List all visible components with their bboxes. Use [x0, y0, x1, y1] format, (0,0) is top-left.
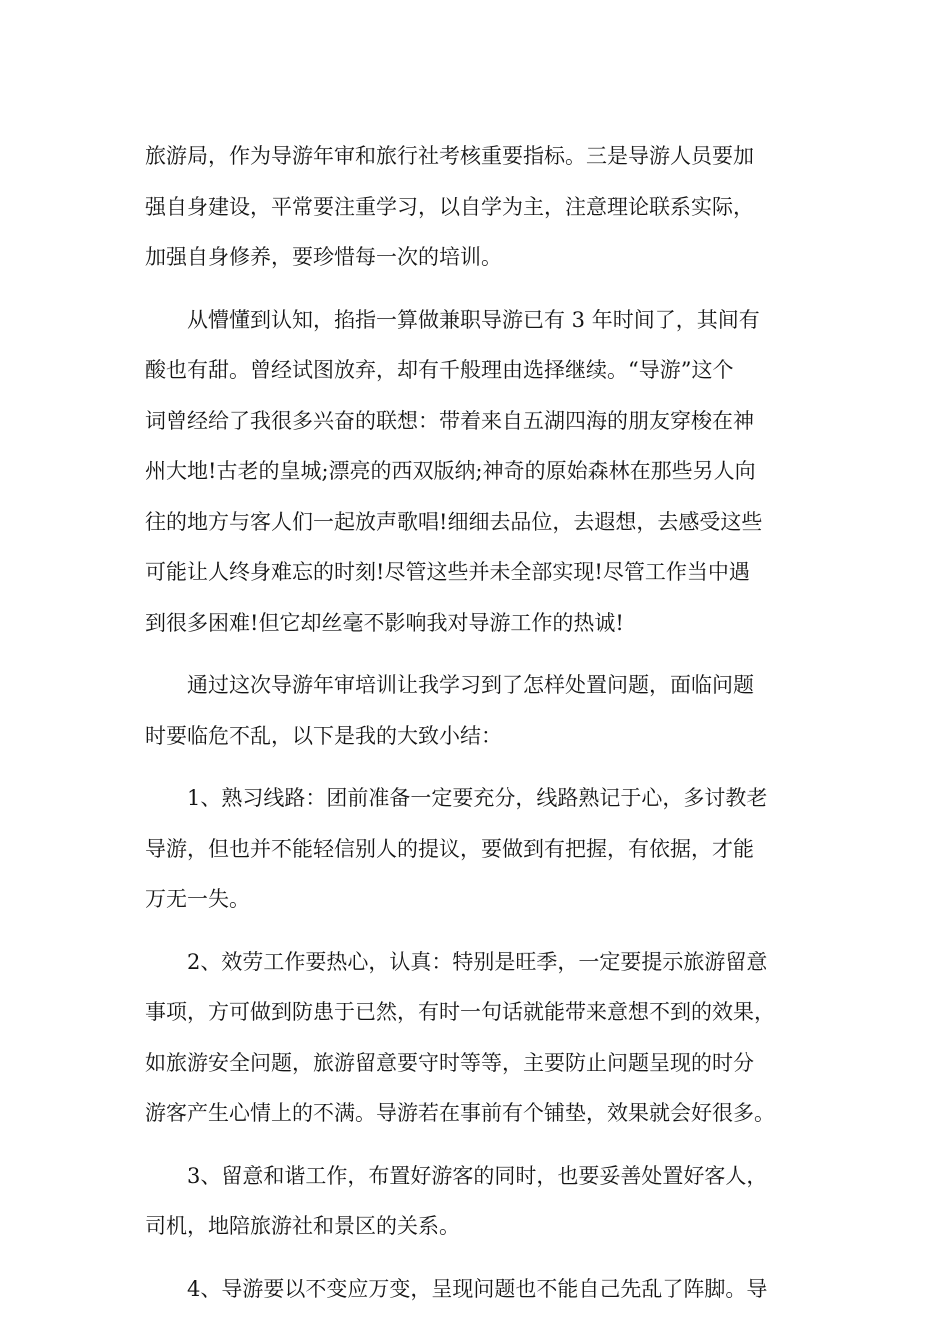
paragraph-gap	[145, 925, 835, 937]
text-line: 事项，方可做到防患于已然，有时一句话就能带来意想不到的效果，	[145, 1000, 775, 1024]
text-line: 加强自身修养，要珍惜每一次的培训。	[145, 245, 502, 269]
paragraph	[145, 1151, 835, 1252]
text-line: 3、留意和谐工作，布置好游客的同时，也要妥善处置好客人，	[187, 1163, 768, 1188]
paragraph	[145, 660, 835, 761]
document-body	[145, 131, 835, 1314]
paragraph	[145, 1264, 835, 1315]
text-line: 到很多困难!但它却丝毫不影响我对导游工作的热诚!	[145, 610, 624, 635]
paragraph-gap	[145, 283, 835, 295]
paragraph-gap	[145, 1139, 835, 1151]
paragraph	[145, 131, 835, 283]
text-line: 旅游局，作为导游年审和旅行社考核重要指标。三是导游人员要加	[145, 144, 754, 168]
text-line: 万无一失。	[145, 887, 250, 911]
text-line: 从懵懂到认知，掐指一算做兼职导游已有 3 年时间了，其间有	[187, 307, 760, 332]
paragraph	[145, 937, 835, 1139]
text-line: 通过这次导游年审培训让我学习到了怎样处置问题，面临问题	[187, 673, 754, 697]
text-line: 2、效劳工作要热心，认真：特别是旺季，一定要提示旅游留意	[187, 949, 768, 974]
text-line: 时要临危不乱，以下是我的大致小结：	[145, 723, 502, 748]
text-line: 如旅游安全问题，旅游留意要守时等等，主要防止问题呈现的时分	[145, 1050, 754, 1075]
paragraph-gap	[145, 648, 835, 660]
paragraph	[145, 295, 835, 649]
text-line: 强自身建设，平常要注重学习，以自学为主，注意理论联系实际，	[145, 194, 754, 219]
text-line: 司机，地陪旅游社和景区的关系。	[145, 1214, 460, 1238]
text-line: 往的地方与客人们一起放声歌唱!细细去品位，去遐想，去感受这些	[145, 509, 763, 534]
text-line: 州大地!古老的皇城;漂亮的西双版纳;神奇的原始森林在那些另人向	[145, 459, 756, 483]
text-line: 酸也有甜。曾经试图放弃，却有千般理由选择继续。“导游”这个	[145, 358, 734, 382]
text-line: 导游，但也并不能轻信别人的提议，要做到有把握，有依据，才能	[145, 836, 754, 861]
paragraph	[145, 773, 835, 925]
paragraph-gap	[145, 1252, 835, 1264]
text-line: 4、导游要以不变应万变，呈现问题也不能自己先乱了阵脚。导	[187, 1276, 768, 1301]
text-line: 可能让人终身难忘的时刻!尽管这些并未全部实现!尽管工作当中遇	[145, 560, 750, 584]
paragraph-gap	[145, 761, 835, 773]
text-line: 1、熟习线路：团前准备一定要充分，线路熟记于心，多讨教老	[187, 786, 768, 810]
text-line: 游客产生心情上的不满。导游若在事前有个铺垫，效果就会好很多。	[145, 1101, 775, 1125]
text-line: 词曾经给了我很多兴奋的联想：带着来自五湖四海的朋友穿梭在神	[145, 408, 754, 433]
